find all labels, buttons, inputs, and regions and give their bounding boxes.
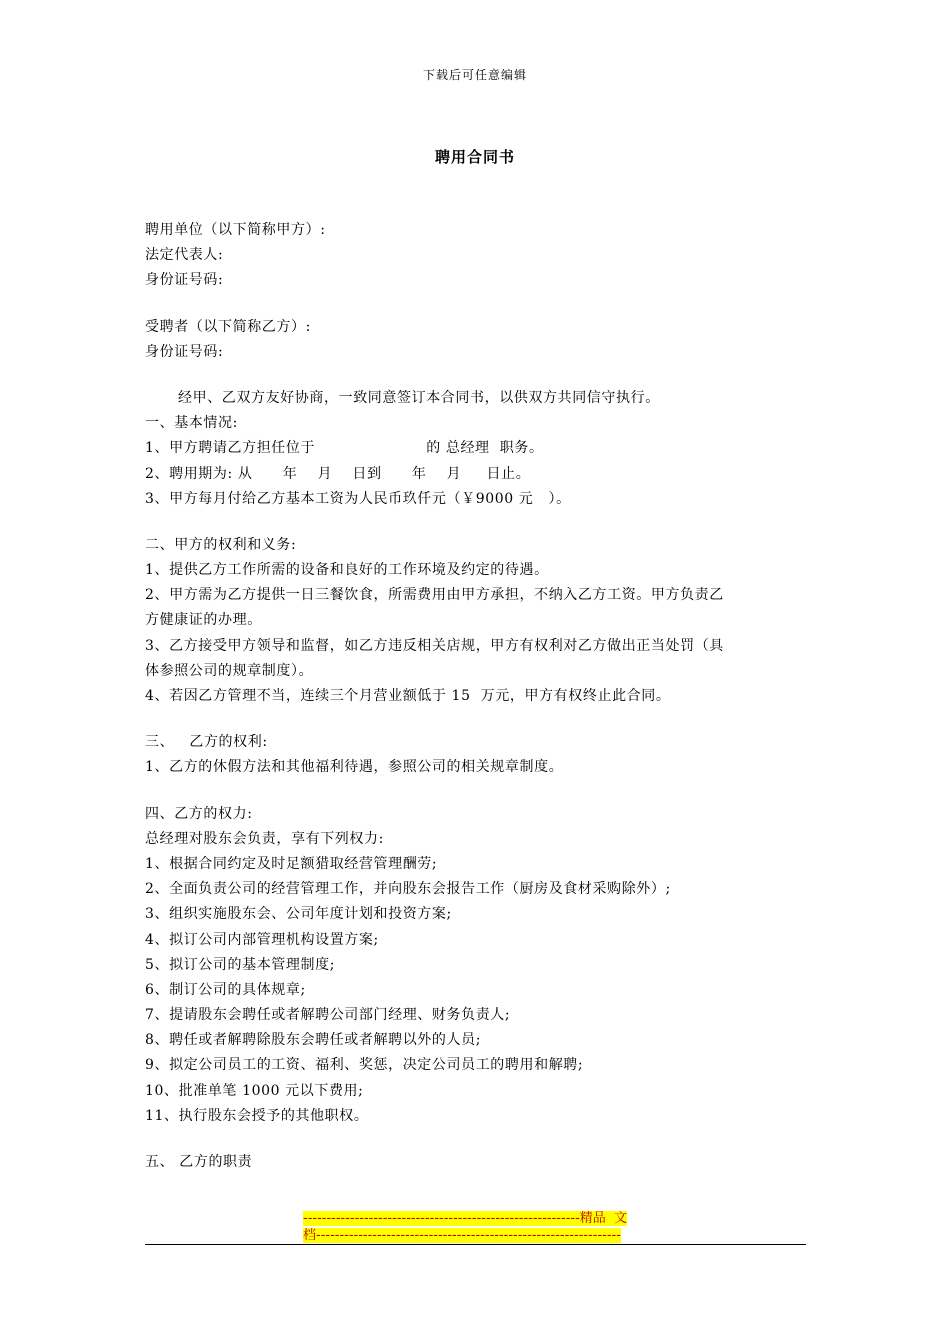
employee-line: 受聘者（以下简称乙方）: — [145, 318, 311, 335]
section-2-item: 体参照公司的规章制度）。 — [145, 662, 314, 679]
header-note: 下载后可任意编辑 — [422, 68, 527, 82]
intro-paragraph: 经甲、乙双方友好协商，一致同意签订本合同书，以供双方共同信守执行。 — [178, 389, 660, 406]
section-1-item: 2、聘用期为: 从 年 月 日到 年 月 日止。 — [145, 465, 531, 482]
section-4-item: 8、聘任或者解聘除股东会聘任或者解聘以外的人员; — [145, 1032, 482, 1049]
section-1-item: 3、甲方每月付给乙方基本工资为人民币玖仟元（￥9000 元 ）。 — [145, 490, 571, 507]
section-2-item: 1、提供乙方工作所需的设备和良好的工作环境及约定的待遇。 — [145, 562, 549, 579]
section-4-item: 4、拟订公司内部管理机构设置方案; — [145, 931, 379, 948]
section-4-item: 1、根据合同约定及时足额猎取经营管理酬劳; — [145, 855, 438, 872]
section-4-item: 10、批准单笔 1000 元以下费用; — [145, 1082, 364, 1099]
section-4-heading: 四、乙方的权力: — [145, 805, 253, 822]
section-4-item: 3、组织实施股东会、公司年度计划和投资方案; — [145, 906, 452, 923]
section-2-item: 4、若因乙方管理不当，连续三个月营业额低于 15 万元，甲方有权终止此合同。 — [145, 688, 671, 704]
section-4-item: 6、制订公司的具体规章; — [145, 981, 306, 998]
contract-body — [145, 218, 810, 1175]
footer-line-1: -----------------------------------------------------------精品 文 — [303, 1211, 628, 1226]
section-2-heading: 二、甲方的权利和义务: — [145, 536, 297, 553]
employee-id-line: 身份证号码: — [145, 343, 224, 360]
employer-id-line: 身份证号码: — [145, 272, 224, 289]
document-title: 聘用合同书 — [434, 148, 515, 166]
section-1-heading: 一、基本情况: — [145, 415, 238, 432]
footer-divider — [145, 1244, 806, 1245]
legal-rep-line: 法定代表人: — [145, 247, 224, 264]
section-1-item: 1、甲方聘请乙方担任位于 的 总经理 职务。 — [145, 440, 544, 457]
section-4-item: 5、拟订公司的基本管理制度; — [145, 956, 336, 973]
section-2-item: 2、甲方需为乙方提供一日三餐饮食，所需费用由甲方承担，不纳入乙方工资。甲方负责乙 — [145, 587, 724, 604]
employer-line: 聘用单位（以下简称甲方）: — [145, 222, 326, 238]
section-3-heading: 三、 乙方的权利: — [145, 734, 268, 751]
section-2-item: 方健康证的办理。 — [145, 612, 262, 629]
footer-watermark-text — [303, 1210, 651, 1244]
section-5-heading: 五、 乙方的职责 — [145, 1154, 253, 1170]
section-4-intro: 总经理对股东会负责，享有下列权力: — [145, 830, 384, 847]
section-4-item: 7、提请股东会聘任或者解聘公司部门经理、财务负责人; — [145, 1007, 511, 1024]
footer-line-2: 档----------------------------------------------------------------- — [303, 1228, 621, 1243]
section-4-item: 11、执行股东会授予的其他职权。 — [145, 1107, 369, 1124]
section-2-item: 3、乙方接受甲方领导和监督，如乙方违反相关店规，甲方有权利对乙方做出正当处罚（具 — [145, 637, 724, 654]
section-3-item: 1、乙方的休假方法和其他福利待遇，参照公司的相关规章制度。 — [145, 759, 564, 776]
section-4-item: 2、全面负责公司的经营管理工作，并向股东会报告工作（厨房及食材采购除外）; — [145, 881, 671, 898]
section-4-item: 9、拟定公司员工的工资、福利、奖惩，决定公司员工的聘用和解聘; — [145, 1057, 584, 1074]
